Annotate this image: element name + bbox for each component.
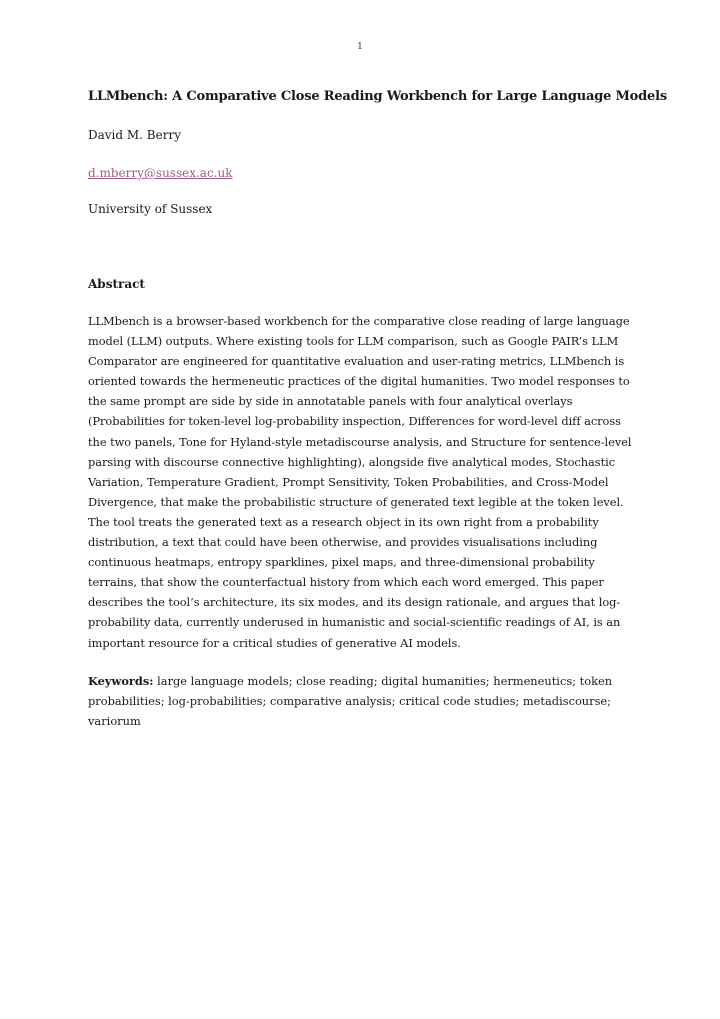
author-name: David M. Berry [88, 128, 181, 142]
paper-title: LLMbench: A Comparative Close Reading Workbench for Large Language Models [88, 89, 667, 104]
keywords-label: Keywords: [88, 673, 154, 688]
author-email-link[interactable]: d.mberry@sussex.ac.uk [88, 166, 233, 180]
abstract-text: LLMbench is a browser-based workbench for the comparative close reading of large language model (LLM) outputs. Where existing tools for LLM comparison, such as Google PAIR’s LLM Comparator are engineered for quantitative evaluation and user-rating metrics, LLMbench is oriented towards the hermeneutic practices of the digital humanities. Two model responses to the same prompt are side by side in annotatable panels with four analytical overlays (Probabilities for token-level log-probability inspection, Differences for word-level diff across the two panels, Tone for Hyland-style metadiscourse analysis, and Structure for sentence-level parsing with discourse connective highlighting), alongside five analytical modes, Stochastic Variation, Temperature Gradient, Prompt Sensitivity, Token Probabilities, and Cross-Model Divergence, that make the probabilistic structure of generated text legible at the token level. The tool treats the generated text as a research object in its own right from a probability distribution, a text that could have been otherwise, and provides visualisations including continuous heatmaps, entropy sparklines, pixel maps, and three-dimensional probability terrains, that show the counterfactual history from which each word emerged. This paper describes the tool’s architecture, its six modes, and its design rationale, and argues that log-probability data, currently underused in humanistic and social-scientific readings of AI, is an important resource for a critical studies of generative AI models. [88, 314, 632, 650]
page-number: 1 [357, 42, 363, 52]
keywords-text: large language models; close reading; digital humanities; hermeneutics; token probabilities; log-probabilities; comparative analysis; critical code studies; metadiscourse; variorum [88, 673, 613, 728]
paper-content [88, 88, 667, 731]
author-affiliation: University of Sussex [88, 202, 213, 216]
abstract-heading: Abstract [88, 277, 145, 291]
email-line [88, 163, 636, 181]
keywords-paragraph [88, 671, 636, 731]
